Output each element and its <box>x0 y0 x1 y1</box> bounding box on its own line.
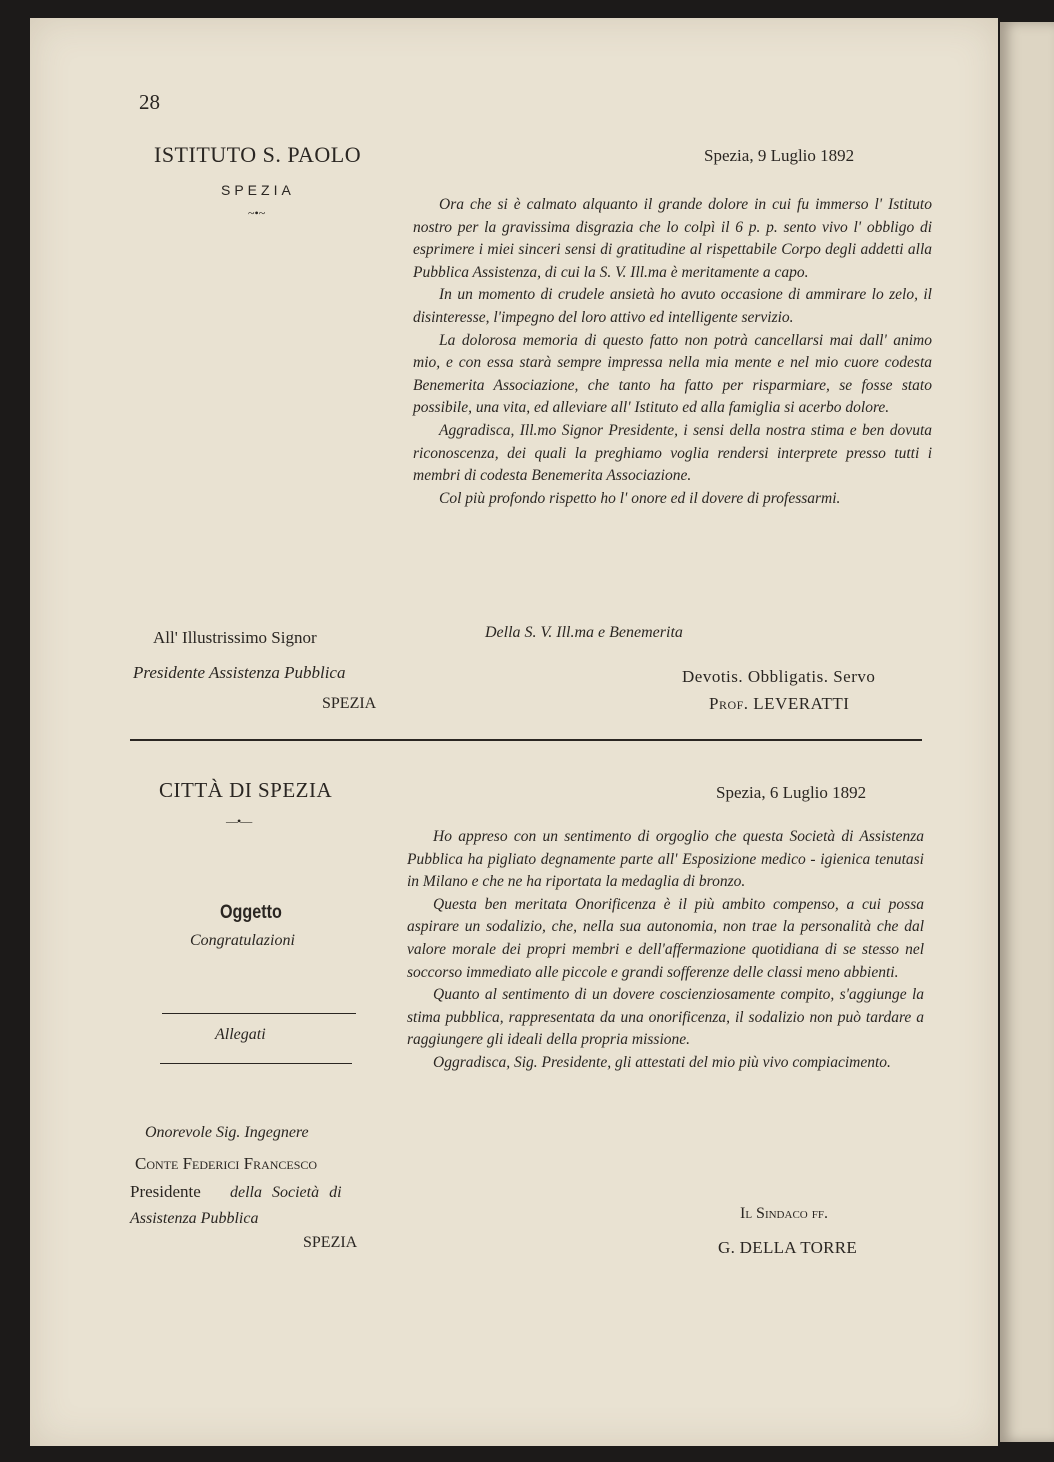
letter2-signer-title: Il Sindaco ff. <box>740 1205 828 1222</box>
letter1-paragraph: In un momento di crudele ansietà ho avuto occasione di ammirare lo zelo, il disinteresse, l'impegno del loro attivo ed intelligente servizio. <box>413 286 932 326</box>
letter2-recipient-city: SPEZIA <box>303 1234 358 1251</box>
oggetto-rule <box>162 1013 356 1014</box>
letter2-paragraph: Quanto al sentimento di un dovere coscienziosamente compito, s'aggiunge la stima pubblica, rappresentata da una onorificenza, il sodalizio non può tardare a raggiungere gli ideali della propria missione. <box>407 986 924 1049</box>
page-number: 28 <box>139 90 160 114</box>
letter1-paragraph: Ora che si è calmato alquanto il grande dolore in cui fu immerso l' Istituto nostro per la gravissima disgrazia che lo colpì il 6 p. p. sento vivo l' obbligo di esprimere i miei sinceri sensi di gratitudine al rispettabile Corpo degli addetti alla Pubblica Assistenza, di cui la S. V. Ill.ma è meritamente a capo. <box>413 196 932 281</box>
letter1-body <box>413 194 932 510</box>
letter1-closing: Devotis. Obbligatis. Servo <box>682 667 876 686</box>
allegati-label: Allegati <box>215 1026 266 1043</box>
letter1-salutation: Della S. V. Ill.ma e Benemerita <box>485 624 683 641</box>
oggetto-value: Congratulazioni <box>190 932 295 949</box>
letter2-paragraph: Questa ben meritata Onorificenza è il più ambito compenso, a cui possa aspirare un sodalizio, che, nella sua autonomia, non trae la personalità che dal valore morale dei propri membri e dell'affermazione quotidiana di se stesso nel soccorso immediato alle piccole e grandi sofferenze delle classi meno abbienti. <box>407 895 924 981</box>
oggetto-label: Oggetto <box>220 902 282 923</box>
letter1-ornament: ~•~ <box>248 206 266 220</box>
letter2-recipient-role-b: della Società di <box>230 1184 342 1201</box>
letter1-signature: Prof. LEVERATTI <box>709 694 850 713</box>
letter2-paragraph: Ho appreso con un sentimento di orgoglio che questa Società di Assistenza Pubblica ha pigliato degnamente parte all' Esposizione medico - igienica tenutasi in Milano e che ne ha riportata la medaglia di bronzo. <box>407 828 924 891</box>
letter2-signer-name: G. DELLA TORRE <box>718 1238 858 1257</box>
letter2-recipient-title: Onorevole Sig. Ingegnere <box>145 1124 309 1141</box>
section-divider <box>130 739 922 741</box>
letter1-paragraph: Col più profondo rispetto ho l' onore ed il dovere di professarmi. <box>439 489 841 507</box>
letter1-paragraph: Aggradisca, Ill.mo Signor Presidente, i sensi della nostra stima e ben dovuta riconoscenza, dei quali la preghiamo voglia rendersi interprete presso tutti i membri di codesta Benemerita Associazione. <box>413 421 932 485</box>
allegati-rule <box>160 1063 352 1064</box>
letter1-date: Spezia, 9 Luglio 1892 <box>704 146 855 165</box>
document-page <box>30 18 998 1446</box>
letter2-body <box>407 826 924 1075</box>
letter1-recipient-line3: SPEZIA <box>322 695 377 712</box>
letter1-sender: ISTITUTO S. PAOLO <box>154 142 362 167</box>
letter2-date: Spezia, 6 Luglio 1892 <box>716 783 867 802</box>
letter2-ornament: —•— <box>226 814 252 828</box>
letter1-sender-city: SPEZIA <box>221 182 295 198</box>
letter1-paragraph: La dolorosa memoria di questo fatto non potrà cancellarsi mai dall' animo mio, e con essa starà sempre impressa nella mia mente e nel mio cuore codesta Benemerita Associazione, che tanto ha fatto per risparmiare, se fosse stato possibile, una vita, ed alleviare all' Istituto ed alla famiglia si acerbo dolore. <box>413 331 932 417</box>
letter2-recipient-role-a: Presidente <box>130 1182 201 1201</box>
letter1-recipient-line1: All' Illustrissimo Signor <box>153 628 317 647</box>
letter2-sender: CITTÀ DI SPEZIA <box>159 778 333 802</box>
letter1-recipient-line2: Presidente Assistenza Pubblica <box>133 663 346 682</box>
letter2-recipient-role-c: Assistenza Pubblica <box>130 1210 259 1227</box>
adjacent-page-edge <box>1000 22 1054 1442</box>
letter2-paragraph: Oggradisca, Sig. Presidente, gli attestati del mio più vivo compiacimento. <box>433 1053 891 1071</box>
letter2-recipient-name: Conte Federici Francesco <box>135 1154 318 1173</box>
